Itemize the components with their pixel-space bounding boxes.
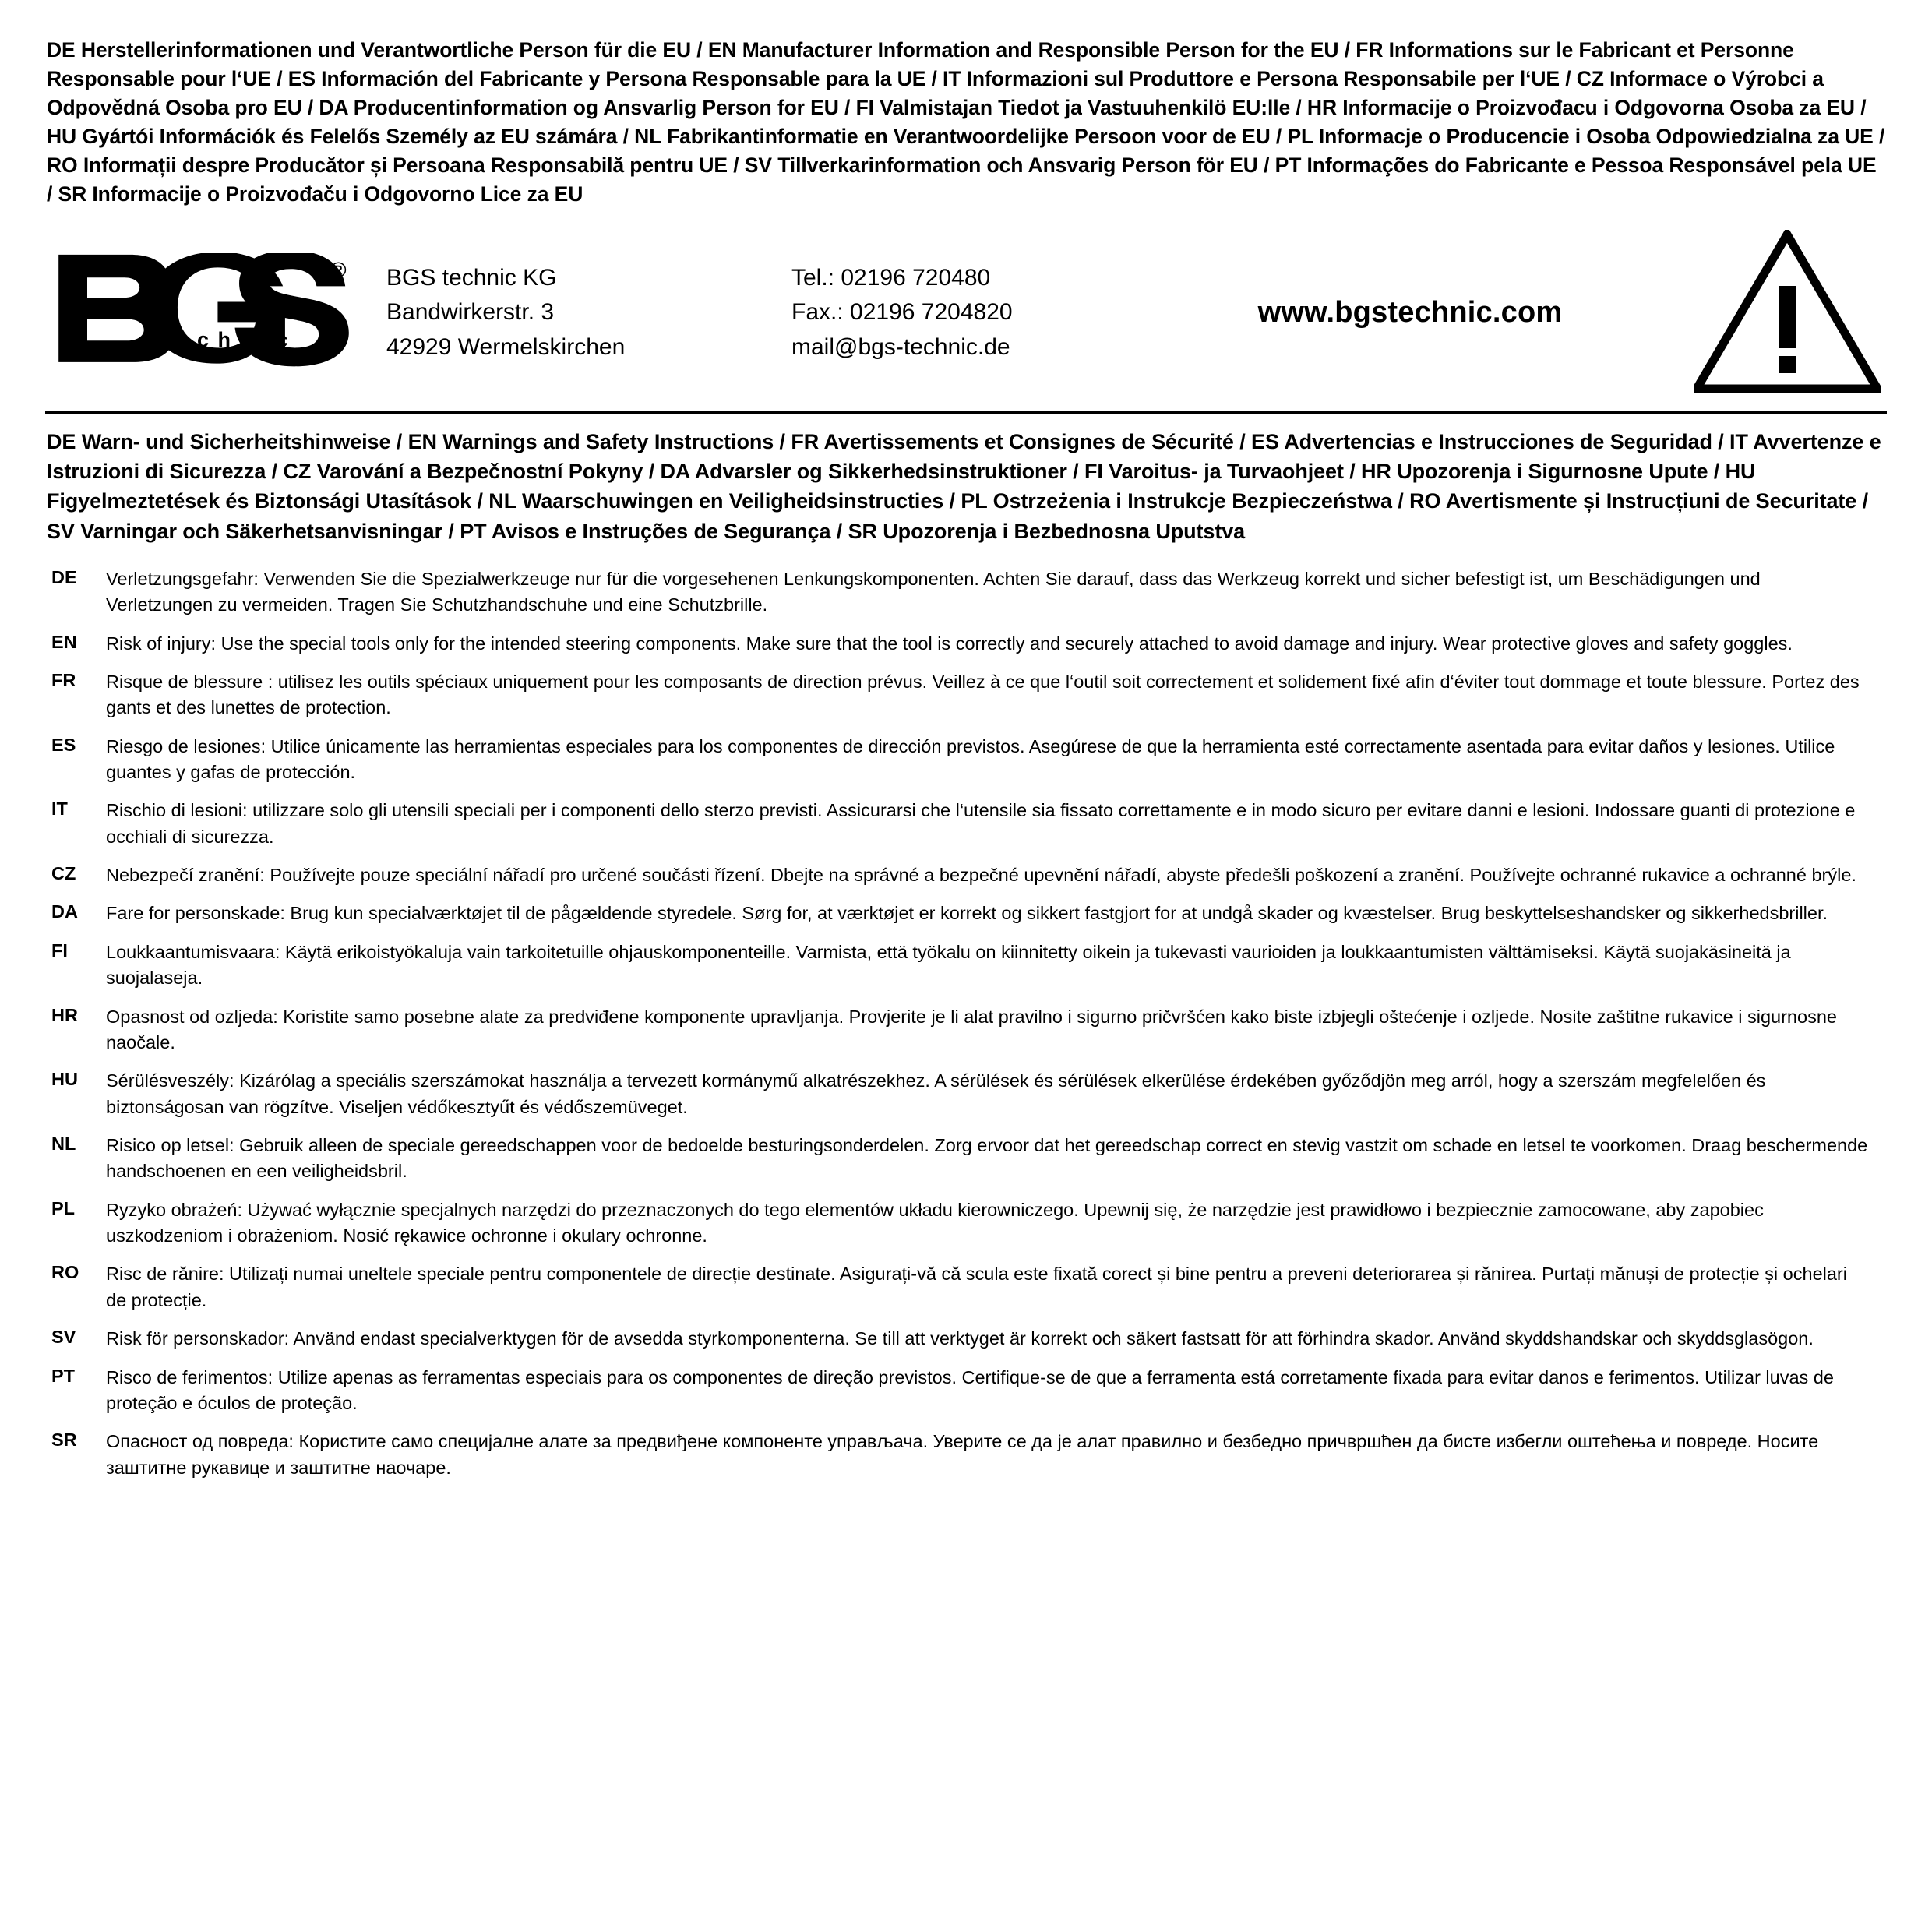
instruction-row xyxy=(45,1133,1887,1185)
language-code: FI xyxy=(51,940,68,961)
instruction-row xyxy=(45,901,1887,926)
instruction-row xyxy=(45,1429,1887,1481)
language-code: ES xyxy=(51,734,76,755)
language-code: HU xyxy=(51,1069,78,1090)
language-code: EN xyxy=(51,631,77,652)
instruction-text: Rischio di lesioni: utilizzare solo gli utensili speciali per i componenti dello sterzo previsti. Assicurarsi che l‘utensile sia fissato correttamente e in modo sicuro per evitare danni e lesioni. Indossare guanti di protezione e occhiali di sicurezza. xyxy=(106,800,1856,847)
instruction-row xyxy=(45,1004,1887,1056)
language-code: NL xyxy=(51,1133,76,1154)
instruction-text: Risque de blessure : utilisez les outils spéciaux uniquement pour les composants de direction prévus. Veillez à ce que l‘outil soit correctement et solidement fixé afin d‘éviter tout dommage et toute blessure. Portez des gants et des lunettes de protection. xyxy=(106,671,1860,718)
language-code: HR xyxy=(51,1004,78,1025)
instruction-row xyxy=(45,1068,1887,1120)
instruction-text: Nebezpečí zranění: Používejte pouze speciální nářadí pro určené součásti řízení. Dbejte na správné a bezpečné upevnění nářadí, abyste předešli poškození a zranění. Používejte ochranné rukavice a ochranné brýle. xyxy=(106,865,1856,886)
instruction-text: Опасност од повреда: Користите само специјалне алате за предвиђене компоненте управљача. Уверите се да је алат правилно и безбедно причвршћен да бисте избегли оштећења и повреде. Носите заштитне рукавице и заштитне наочаре. xyxy=(106,1431,1819,1478)
language-code: DA xyxy=(51,901,78,922)
instruction-text: Riesgo de lesiones: Utilice únicamente las herramientas especiales para los componentes de dirección previstos. Asegúrese de que la herramienta esté correctamente asentada para evitar daños y lesiones. Utilice guantes y gafas de protección. xyxy=(106,735,1835,783)
logo-subtitle: t e c h n i c xyxy=(160,327,290,351)
bgs-logo xyxy=(45,253,386,370)
instruction-row xyxy=(45,1261,1887,1313)
instruction-text: Risk of injury: Use the special tools only for the intended steering components. Make sure that the tool is correctly and securely attached to avoid damage and injury. Wear protective gloves and safety goggles. xyxy=(106,633,1793,654)
company-header xyxy=(45,225,1887,414)
instruction-row xyxy=(45,734,1887,786)
company-email[interactable]: mail@bgs-technic.de xyxy=(791,333,1010,360)
company-name: BGS technic KG xyxy=(386,264,557,291)
instruction-text: Loukkaantumisvaara: Käytä erikoistyökaluja vain tarkoitetuille ohjauskomponenteille. Varmista, että työkalu on kiinnitetty oikein ja tukevasti vaurioiden ja loukkaantumisten välttämiseksi. Käytä suojakäsineitä ja suojalaseja. xyxy=(106,941,1791,989)
instruction-row xyxy=(45,1197,1887,1250)
company-address xyxy=(386,258,791,365)
language-code: IT xyxy=(51,799,68,820)
company-street: Bandwirkerstr. 3 xyxy=(386,299,555,326)
instruction-row xyxy=(45,1365,1887,1417)
manufacturer-info-heading: DE Herstellerinformationen und Verantwortliche Person für die EU / EN Manufacturer Information and Responsible Person for the EU / FR Informations sur le Fabricant et Personne Responsable pour l‘UE / ES Información del Fabricante y Persona Responsable para la UE / IT Informazioni sul Produttore e Persona Responsabile per l‘UE / CZ Informace o Výrobci a Odpovědná Osoba pro EU / DA Producentinformation og Ansvarlig Person for EU / FI Valmistajan Tiedot ja Vastuuhenkilö EU:lle / HR Informacije o Proizvođacu i Odgovorna Osoba za EU / HU Gyártói Információk és Felelős Személy az EU számára / NL Fabrikantinformatie en Verantwoordelijke Persoon voor de EU / PL Informacje o Producencie i Osoba Odpowiedzialna za UE / RO Informații despre Producător și Persoana Responsabilă pentru UE / SV Tillverkarinformation och Ansvarig Person för EU / PT Informações do Fabricante e Pessoa Responsável pela UE / SR Informacije o Proizvođaču i Odgovorno Lice za EU xyxy=(47,38,1885,206)
company-contact xyxy=(791,258,1150,365)
language-code: SR xyxy=(51,1430,77,1451)
language-code: SV xyxy=(51,1327,76,1348)
instruction-row xyxy=(45,566,1887,619)
company-website[interactable]: www.bgstechnic.com xyxy=(1257,296,1563,330)
company-fax: Fax.: 02196 7204820 xyxy=(791,299,1013,326)
instruction-row xyxy=(45,862,1887,888)
instruction-text: Risc de rănire: Utilizați numai uneltele speciale pentru componentele de direcție destinate. Asigurați-vă că scula este fixată corect și bine pentru a preveni deteriorarea și rănirea. Purtați mănuși de protecție și ochelari de protecție. xyxy=(106,1264,1847,1310)
instruction-row xyxy=(45,1326,1887,1352)
language-code: FR xyxy=(51,669,76,690)
instruction-row xyxy=(45,631,1887,657)
instruction-text: Verletzungsgefahr: Verwenden Sie die Spezialwerkzeuge nur für die vorgesehenen Lenkungskomponenten. Achten Sie darauf, dass das Werkzeug korrekt und sicher befestigt ist, um Beschädigungen und Verletzungen zu vermeiden. Tragen Sie Schutzhandschuhe und eine Schutzbrille. xyxy=(106,568,1761,615)
company-telephone: Tel.: 02196 720480 xyxy=(791,264,991,291)
safety-heading: DE Warn- und Sicherheitshinweise / EN Warnings and Safety Instructions / FR Avertissements et Consignes de Sécurité / ES Advertencias e Instrucciones de Seguridad / IT Avvertenze e Istruzioni di Sicurezza / CZ Varování a Bezpečnostní Pokyny / DA Advarsler og Sikkerhedsinstruktioner / FI Varoitus- ja Turvaohjeet / HR Upozorenja i Sigurnosne Upute / HU Figyelmeztetések és Biztonsági Utasítások / NL Waarschuwingen en Veiligheidsinstructies / PL Ostrzeżenia i Instrukcje Bezpieczeństwa / RO Avertismente și Instrucțiuni de Securitate / SV Varningar och Säkerhetsanvisningar / PT Avisos e Instruções de Segurança / SR Upozorenja i Bezbednosna Uputstva xyxy=(47,429,1881,543)
instruction-text: Risco de ferimentos: Utilize apenas as ferramentas especiais para os componentes de direção previstos. Certifique-se de que a ferramenta está corretamente fixada para evitar danos e ferimentos. Utilizar luvas de proteção e óculos de proteção. xyxy=(106,1366,1834,1413)
language-code: RO xyxy=(51,1262,79,1283)
instruction-text: Fare for personskade: Brug kun specialværktøjet til de pågældende styredele. Sørg for, at værktøjet er korrekt og sikkert fastgjort for at undgå skader og kvæstelser. Brug beskyttelseshandsker og sikkerhedsbriller. xyxy=(106,903,1828,924)
instruction-row xyxy=(45,669,1887,721)
company-city: 42929 Wermelskirchen xyxy=(386,333,626,360)
language-code: DE xyxy=(51,566,77,587)
instruction-list xyxy=(45,566,1887,1481)
registered-mark-icon: ® xyxy=(330,257,347,282)
warning-triangle-icon xyxy=(1670,230,1887,393)
language-code: PL xyxy=(51,1197,76,1218)
instruction-text: Sérülésveszély: Kizárólag a speciális szerszámokat használja a tervezett kormánymű alkatrészekhez. A sérülések és sérülések elkerülése érdekében győződjön meg arról, hogy a szerszám megfelelően és biztonságosan van rögzítve. Viseljen védőkesztyűt és védőszemüveget. xyxy=(106,1070,1766,1117)
instruction-text: Opasnost od ozljeda: Koristite samo posebne alate za predviđene komponente upravljanja. Provjerite je li alat pravilno i sigurno pričvršćen kako biste izbjegli oštećenje i ozljede. Nosite zaštitne rukavice i sigurnosne naočale. xyxy=(106,1006,1837,1052)
language-code: PT xyxy=(51,1365,76,1386)
instruction-text: Risk för personskador: Använd endast specialverktygen för de avsedda styrkomponenterna. Se till att verktyget är korrekt och säkert fastsatt för att förhindra skador. Använd skyddshandskar och skyddsglasögon. xyxy=(106,1328,1814,1349)
language-code: CZ xyxy=(51,863,76,884)
instruction-text: Ryzyko obrażeń: Używać wyłącznie specjalnych narzędzi do przeznaczonych do tego elementów układu kierowniczego. Upewnij się, że narzędzie jest prawidłowo i bezpiecznie zamocowane, aby zapobiec uszkodzeniom i obrażeniom. Nosić rękawice ochronne i okulary ochronne. xyxy=(106,1199,1764,1246)
instruction-row xyxy=(45,798,1887,850)
instruction-text: Risico op letsel: Gebruik alleen de speciale gereedschappen voor de bedoelde besturingsonderdelen. Zorg ervoor dat het gereedschap correct en stevig vastzit om schade en letsel te voorkomen. Draag beschermende handschoenen en een veiligheidsbril. xyxy=(106,1134,1868,1182)
instruction-row xyxy=(45,940,1887,992)
